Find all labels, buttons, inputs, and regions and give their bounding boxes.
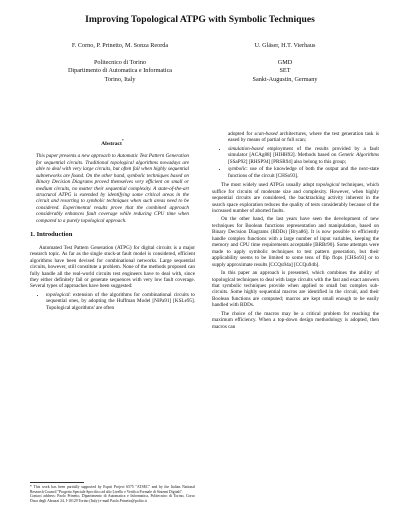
footnote (30, 482, 195, 504)
intro-paragraph-1: Automated Test Pattern Generation (ATPG) for digital circuits is a major research topic. As far as the single stuck-at fault model is considered, efficient algorithms have been devised for combinational networks. Large sequential circuits, however, still constitute a problem. None of the methods proposed can fully handle all the real-world circuits test engineers have to deal with, since they either definitely fail or generate sequences with very low fault coverage. Several types of approaches have been suggested: (30, 244, 195, 290)
footnote-contact: Contact address: Paolo Prinetto, Dipartimento di Automatica e Informatica, Politecnico di Torino, Corso Duca degli Abruzzi 24, I-10129 Torino (Italy) e-mail Paolo.Prinetto@polito.it (30, 494, 195, 504)
continued-text: adopted for scan-based architectures, where the test generation task is eased by means of partial or full scan; (228, 131, 379, 144)
list-item-simulation: • simulation-based employment of the results provided by a fault simulator [ACAg88] [HIHH92]. Methods based on Genetic Algorithms [SSaP92] [RHSP94] [PRSR94] also belong to this group; (228, 146, 379, 165)
author-names-left: F. Corno, P. Prinetto, M. Sonza Reorda (71, 42, 169, 49)
intro-paragraph-2: The most widely used ATPGs usually adopt topological techniques, which suffice for circuits of moderate size and complexity. However, when highly sequential circuits are considered, the backtracking activity inherent in the search space exploration reduces the quality of tests considerably because of the increased number of aborted faults. (212, 182, 379, 214)
intro-paragraph-5: The choice of the macros may be a critical problem for reaching the maximum efficiency. When a top-down design methodology is adopted, then macros can (212, 310, 379, 330)
abstract-text: This paper presents a new approach to Automatic Test Pattern Generation for sequential circuits. Traditional topological algorithms nowadays are able to deal with very large circuits, but often fail when highly sequential subnetworks are found. On the other hand, symbolic techniques based on Binary Decision Diagrams proved themselves very efficient on small or medium circuits, no matter their sequential complexity. A state-of-the-art structural ATPG is extended by identifying some critical areas in the circuit and resorting to symbolic techniques when such areas need to be considered. Experimental results prove that the combined approach considerably enhances fault coverage while reducing CPU time when compared to a purely topological approach. (36, 153, 189, 224)
affiliation-right (210, 42, 360, 84)
footnote-mark: * (121, 138, 124, 143)
approach-list-cont (212, 146, 379, 179)
institution-left-2: Dipartimento di Automatica e Informatica (67, 67, 173, 75)
institution-left-1: Politecnico di Torino (93, 58, 147, 66)
intro-paragraph-3: On the other hand, the last years have seen the development of new techniques for Boolean functions representation and manipulation, based on Binary Decision Diagrams (BDDs) [Brya86]. It is now possible to efficiently handle complex functions with a large number of input variables, keeping the memory and CPU time requirements acceptable [BRBr90]. Some attempts were made to apply symbolic techniques to test pattern generation, but their applicability seems to be limited to some tens of flip flops [CHSo93] or to supply approximate results [CCQu94a] [CCQu94b]. (212, 216, 379, 268)
approach-list (30, 292, 195, 311)
list-item-symbolic: • symbolic: use of the knowledge of both the output and the next-state functions of the circuit [CHSo93]. (228, 166, 379, 179)
affiliation-left (40, 42, 200, 84)
city-left: Torino, Italy (104, 75, 136, 83)
list-item-topological: • topological: extension of the algorithms for combinational circuits to sequential ones, by adopting the Huffman Model [NiPa91] [KSLe95]. Topological algorithms' are often (46, 292, 195, 311)
author-names-right: U. Gläser, H.T. Vierhaus (254, 42, 316, 49)
footnote-funding: * This work has been partially supported by Esprit Project 6575 "ATSEC" and by the Italian National Research Council "Progetto Speciale Specifico ad alto Livello e Verifica Formale di Sistemi Digitali". (30, 485, 195, 494)
footnote-rule (30, 482, 84, 483)
left-column (30, 138, 195, 314)
section-heading-introduction: 1. Introduction (30, 231, 73, 239)
paper-title: Improving Topological ATPG with Symbolic Techniques (85, 14, 315, 25)
institution-right-1: GMD (277, 58, 293, 66)
institution-right-2: SET (279, 67, 291, 75)
abstract-heading: Abstract* (101, 138, 124, 147)
right-column (212, 131, 379, 332)
intro-paragraph-4: In this paper an approach is presented, which combines the ability of topological techniques to deal with large circuits with the fast and exact answers that symbolic techniques provide when applied to small but complex sub-circuits. Some highly sequential macros are identified in the circuit, and their Boolean functions are computed; macros are kept small enough to be easily handled with BDDs. (212, 270, 379, 309)
city-right: Sankt-Augustin, Germany (252, 75, 318, 83)
